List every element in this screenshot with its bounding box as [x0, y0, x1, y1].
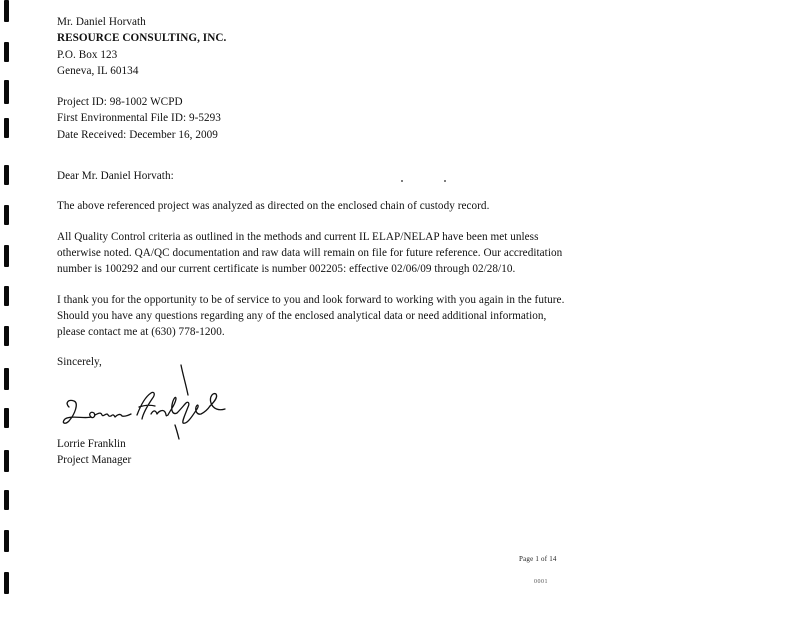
- date-received: Date Received: December 16, 2009: [57, 128, 218, 141]
- paragraph-thanks: I thank you for the opportunity to be of service to you and look forward to working with you again in the future. Should you have any questions regarding any of the enclosed analytical data or need additional information, please contact me at (630) 778-1200.: [57, 293, 565, 339]
- scan-edge-mark: [4, 0, 9, 22]
- document-code: 0001: [534, 579, 548, 585]
- scan-edge-mark: [4, 80, 9, 104]
- scan-edge-mark: [4, 205, 9, 225]
- scan-edge-mark: [4, 118, 9, 138]
- closing: Sincerely,: [57, 356, 102, 369]
- scan-edge-mark: [4, 326, 9, 346]
- recipient-name: Mr. Daniel Horvath: [57, 16, 146, 28]
- recipient-block: [57, 14, 577, 79]
- paragraph-analysis: The above referenced project was analyzed as directed on the enclosed chain of custody record.: [57, 200, 490, 213]
- recipient-city: Geneva, IL 60134: [57, 64, 139, 77]
- scan-edge-mark: [4, 408, 9, 428]
- scan-edge-mark: [4, 490, 9, 510]
- scan-edge-mark: [4, 450, 9, 472]
- scan-speck: [444, 180, 446, 182]
- scan-edge-mark: [4, 368, 9, 390]
- scan-edge-mark: [4, 42, 9, 62]
- scan-edge-mark: [4, 245, 9, 267]
- project-id: Project ID: 98-1002 WCPD: [57, 96, 183, 109]
- recipient-po-box: P.O. Box 123: [57, 48, 118, 61]
- paragraph-quality-control: All Quality Control criteria as outlined in the methods and current IL ELAP/NELAP have been met unless otherwise noted. QA/QC documentation and raw data will remain on file for future reference. Our accreditation number is 100292 and our current certificate is number 002205: effective 02/06/09 through 02/28/10.: [57, 230, 563, 276]
- signer-title: Project Manager: [57, 454, 132, 467]
- handwritten-signature: [55, 359, 230, 441]
- project-block: [57, 94, 577, 143]
- scan-speck: [401, 180, 403, 182]
- scan-edge-mark: [4, 286, 9, 306]
- recipient-company: RESOURCE CONSULTING, INC.: [57, 32, 227, 45]
- signature-block: [57, 436, 131, 469]
- page-number: Page 1 of 14: [519, 555, 557, 563]
- scan-edge-mark: [4, 572, 9, 594]
- salutation: Dear Mr. Daniel Horvath:: [57, 170, 174, 183]
- scan-edge-mark: [4, 530, 9, 552]
- file-id: First Environmental File ID: 9-5293: [57, 112, 221, 125]
- scan-edge-mark: [4, 165, 9, 185]
- signer-name: Lorrie Franklin: [57, 438, 126, 450]
- letter-body: [57, 14, 577, 371]
